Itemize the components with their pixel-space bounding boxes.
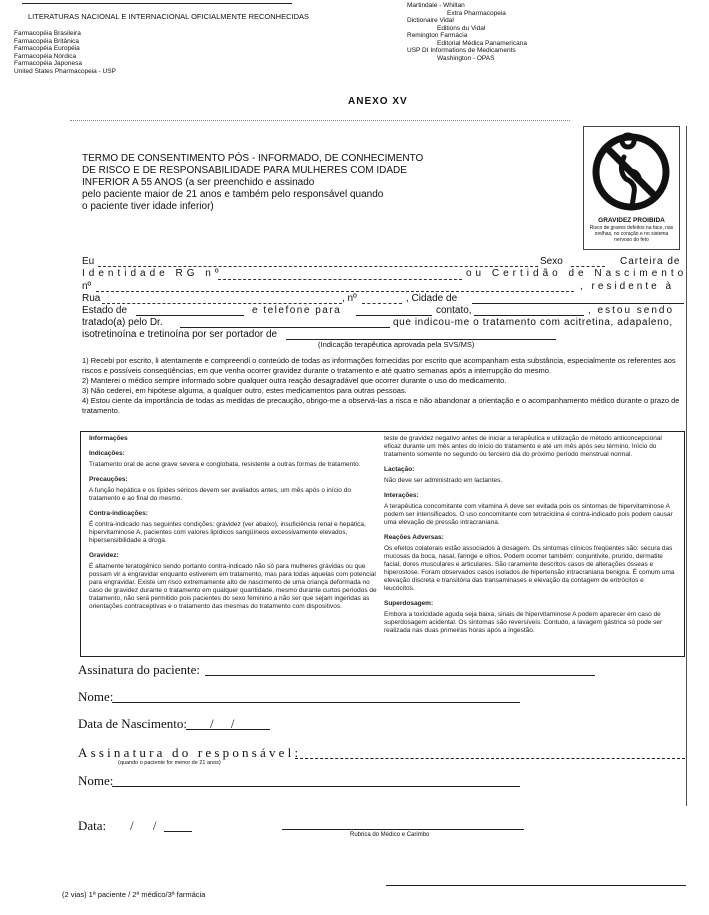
list-item: Editions du Vidal — [437, 24, 486, 32]
doctor-field[interactable] — [180, 327, 390, 328]
list-item: USP DI Informations de Medicaments — [407, 47, 516, 54]
list-item: Farmacopéia Européia — [14, 45, 80, 52]
right-frame-line — [686, 126, 687, 806]
nome-field[interactable] — [112, 702, 520, 703]
declaration-item: 1) Recebi por escrito, li atentamente e compreendi o conteúdo de todas as informações fornecidas por escrito que acompanham esta substância, especialmente os referentes aos riscos e possíveis conseqüências, em que venha ocorrer gravidez durante o tratamento e até quatro semanas após a interrupção do mesmo. — [82, 356, 676, 375]
sexo-label: Sexo — [540, 256, 563, 267]
pictogram-caption: GRAVIDEZ PROIBIDA — [598, 217, 665, 224]
no-pregnancy-icon — [584, 127, 679, 217]
telefone-field[interactable] — [356, 315, 432, 316]
info-right-column: teste de gravidez negativo antes de iniciar a terapêutica e utilização de método anticoncepcional eficaz durante um mês antes do início do tratamento e até um mês após seu término. Início do tratamento somente no segundo ou terceiro dia do próximo período menstrual normal. Lactação: Não deve ser administrado em lactantes. Interações: A terapêutica concomitante com vitamina A deve ser evitada pois os sintomas de hipervitaminose A podem ser intensificados. O uso concomitante com tetraciclina é contra-indicado pois podem causar uma elevação de pressão intracraniana. Reações Adversas: Os efeitos colaterais estão associados à dosagem. Os sintomas clínicos freqüentes são: secura das mucosas da boca, nasal, faringe e olhos. Podem ocorrer também: conjuntivite, prurido, dermatite facial, dores musculares e articulares. São raramente descritos casos de alterações ósseas e hiperostose. Foram observados casos isolados de hipertensão intracraniana benigna. É comum uma elevação discreta e transitória das transaminases e elevação da contagem de eritrócitos e leucócitos. Superdosagem: Embora a toxicidade aguda seja baixa, sinais de hipervitaminose A podem aparecer em caso de superdosagem acidental. Os sintomas são reversíveis. Contudo, a lavagem gástrica só pode ser realizada nas duas primeiras horas após a ingestão. — [384, 435, 675, 634]
list-item: Farmacopéia Japonesa — [14, 60, 82, 67]
list-item: Remington Farmácia — [407, 32, 468, 39]
declaration-item: 3) Não cederei, em hipótese alguma, a qualquer outro, estes medicamentos para outras pessoas. — [82, 386, 407, 395]
list-item: Farmacopéia Brasileira — [14, 30, 81, 37]
tratado-label: tratado(a) pelo Dr. — [82, 317, 163, 328]
estado-field[interactable] — [136, 315, 244, 316]
list-item: Farmacopéia Nórdica — [14, 52, 77, 60]
header-right-list — [407, 2, 567, 62]
estado-label: Estado de — [82, 305, 128, 316]
contato-field[interactable] — [474, 315, 584, 316]
term-top-divider — [70, 120, 570, 121]
estou-sendo-label: , estou sendo — [588, 305, 675, 316]
declarations — [82, 356, 684, 416]
list-item: Editorial Médica Panamericana — [437, 39, 527, 47]
cidade-label: , Cidade de — [406, 293, 458, 304]
assinatura-responsavel-field[interactable] — [295, 758, 685, 759]
nascimento-underline — [186, 729, 270, 730]
carteira-label: Carteira de — [620, 256, 681, 267]
certidao-field[interactable] — [96, 291, 574, 292]
residente-label: , residente à — [580, 281, 675, 292]
list-item: Farmacopéia Britânica — [14, 37, 80, 45]
header-left-list — [14, 30, 174, 75]
assinatura-paciente-label: Assinatura do paciente: — [78, 662, 201, 677]
nascimento-label: Data de Nascimento: — [78, 716, 188, 731]
list-item: Extra Pharmacopeia — [447, 9, 506, 17]
cidade-field[interactable] — [472, 303, 684, 304]
nome-label: Nome: — [78, 689, 114, 704]
data-underline — [164, 831, 192, 832]
header-title: LITERATURAS NACIONAL E INTERNACIONAL OFICIALMENTE RECONHECIDAS — [28, 12, 310, 21]
list-item: United States Pharmacopeia - USP — [14, 67, 116, 75]
nome2-field[interactable] — [112, 786, 520, 787]
isotret-label: isotretinoína e tretinoína por ser portador de — [82, 329, 278, 340]
term-title: TERMO DE CONSENTIMENTO PÓS - INFORMADO, DE CONHECIMENTO DE RISCO E DE RESPONSABILIDADE PARA MULHERES COM IDADE INFERIOR A 55 ANOS (a ser preenchido e assinado pelo paciente maior de 21 anos e também pelo responsável quando o paciente tiver idade inferior) — [82, 153, 424, 212]
numero-field[interactable] — [362, 303, 402, 304]
nascimento-date-field[interactable]: / / — [210, 716, 235, 731]
bottom-line — [386, 885, 686, 886]
eu-label: Eu — [82, 256, 95, 267]
data-date-field[interactable]: / / — [130, 818, 157, 833]
declaration-item: 2) Manterei o médico sempre informado sobre qualquer outra reação desagradável que ocorrer durante o uso do medicamento. — [82, 376, 507, 385]
header-divider — [22, 3, 292, 4]
pregnancy-pictogram — [583, 126, 680, 250]
list-item: Dictionaire Vidal — [407, 17, 454, 24]
indicou-label: que indicou-me o tratamento com acitretina, adapaleno, — [393, 317, 673, 328]
numero-label: , nº — [342, 293, 357, 304]
telefone-label: e telefone para — [252, 305, 342, 316]
identidade-label: Identidade RG nº — [82, 268, 223, 279]
rua-field[interactable] — [102, 303, 342, 304]
responsavel-note: (quando o paciente for menor de 21 anos) — [118, 760, 221, 766]
name-field[interactable] — [98, 266, 538, 267]
info-box — [80, 431, 685, 657]
info-left-column: Informações Indicações: Tratamento oral de acne grave severa e conglobata, resistente a outras formas de tratamento. Precauções: A função hepática e os lípides séricos devem ser avaliados antes, um mês após o início do tratamento e ao final do mesmo. Contra-indicações: É contra-indicado nas seguintes condições: gravidez (ver abaixo), insuficiência renal e hepática, hipervitaminose A, pacientes com valores lipídicos sangüíneos excessivamente elevados, hipersensibilidade a droga. Gravidez: É altamente teratogênico sendo portanto contra-indicado não só para mulheres grávidas ou que possam vir a engravidar enquanto estiverem em tratamento, mas para todas aquelas com potencial para engravidar. Existe um risco extremamente alto de nascimento de uma criança deformada no caso de gravidez durante o tratamento em qualquer quantidade, mesmo durante curtos períodos de tratamento, não será permitido pois pacientes do sexo feminino a não ser que sejam ingeridas as orientações contraceptivas e o tratamento das mesmas do tratamento com dispositivos. — [89, 435, 377, 610]
rua-label: Rua — [82, 293, 101, 304]
nome2-label: Nome: — [78, 773, 114, 788]
list-item: Martindale - Whiltan — [407, 2, 465, 9]
contato-label: contato, — [436, 305, 472, 316]
annex-title: ANEXO XV — [348, 96, 408, 107]
indicacao-note: (Indicação terapêutica aprovada pela SVS/MS) — [318, 340, 475, 349]
pictogram-subcaption: Risco de graves defeitos na face, nas orelhas, no coração e no sistema nervoso do feto — [589, 224, 674, 243]
rubrica-label: Rubrica do Médico e Carimbo — [350, 832, 430, 838]
assinatura-responsavel-label: Assinatura do responsável: — [78, 745, 302, 760]
footer-vias: (2 vias) 1ª paciente / 2ª médico/3ª farmácia — [62, 890, 206, 899]
certidao-label: ou Certidão de Nascimento — [466, 268, 688, 279]
rubrica-line[interactable] — [282, 829, 524, 830]
data-label: Data: — [78, 818, 107, 833]
n-label: nº — [82, 281, 92, 292]
rg-field[interactable] — [218, 279, 462, 280]
sexo-field[interactable] — [571, 266, 605, 267]
assinatura-paciente-field[interactable] — [205, 675, 595, 676]
declaration-item: 4) Estou ciente da importância de todas as medidas de precaução, obrigo-me a observá-las a risca e não abandonar a orientação e o acompanhamento médico durante o prazo de tratamento. — [82, 396, 680, 415]
list-item: Washington - OPAS — [437, 54, 495, 62]
